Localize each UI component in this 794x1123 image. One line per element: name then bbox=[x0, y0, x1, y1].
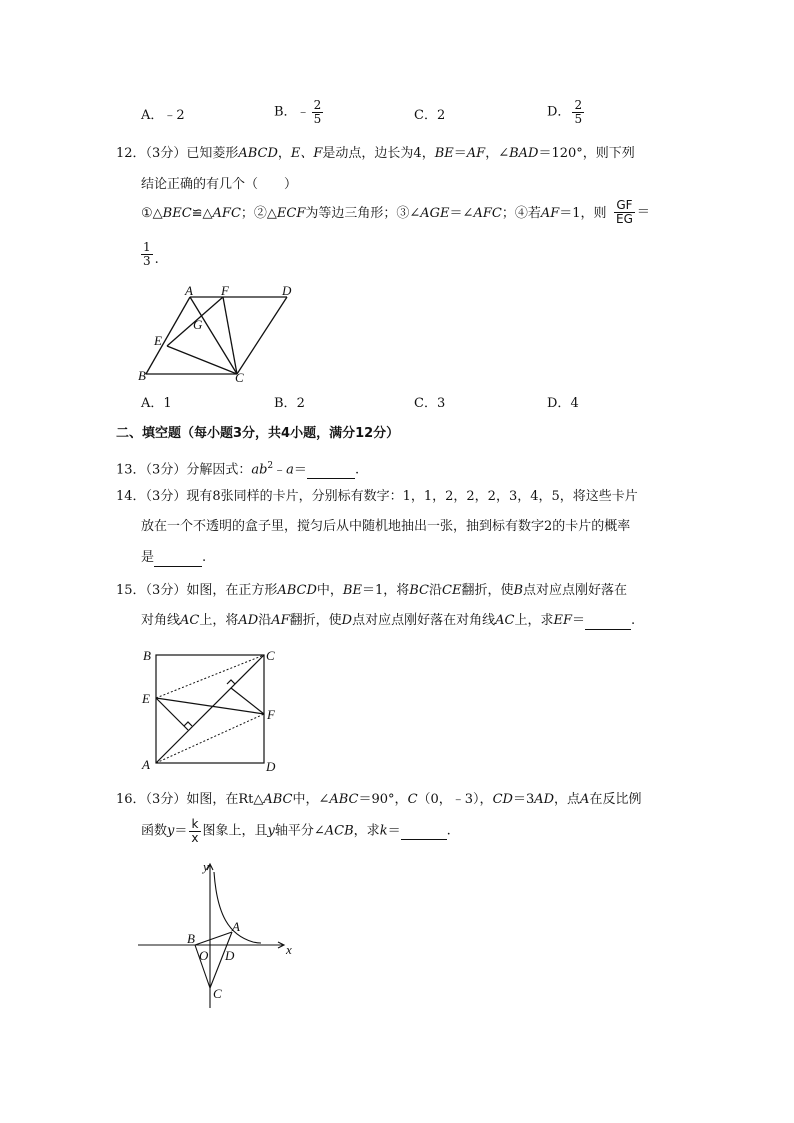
q12-option-c: C．3 bbox=[414, 396, 446, 411]
segment-ec bbox=[167, 346, 237, 374]
point-f-label: F bbox=[267, 707, 275, 722]
q11-option-b: B．﹣ $\frac{2}{5}$ bbox=[274, 98, 322, 126]
q13: 13．（3分）分解因式：$ab^2﹣a=$ . bbox=[116, 461, 360, 478]
point-b-label: B bbox=[143, 648, 151, 663]
q11-option-d: D． $\frac{2}{5}$ bbox=[547, 98, 583, 126]
segment-ba bbox=[195, 932, 232, 945]
answer-blank[interactable] bbox=[585, 613, 631, 630]
q12-option-a: A．1 bbox=[141, 396, 172, 411]
segment-e-foot bbox=[156, 698, 188, 730]
side-dc bbox=[237, 297, 287, 374]
q14-line3: 是 . bbox=[141, 550, 207, 565]
point-c-label: C bbox=[213, 986, 222, 1001]
answer-blank[interactable] bbox=[307, 462, 355, 479]
y-axis-label: y bbox=[203, 860, 209, 874]
q14-line1: 14．（3分）现有8张同样的卡片，分别标有数字：1，1，2，2，2，3，4，5，将这些卡片 bbox=[116, 489, 638, 504]
q14-line2: 放在一个不透明的盒子里，搅匀后从中随机地抽出一张，抽到标有数字2的卡片的概率 bbox=[141, 519, 631, 534]
fraction: $\frac{2}{5}$ bbox=[313, 98, 322, 126]
point-d-label: D bbox=[282, 283, 292, 298]
x-axis-label: x bbox=[286, 942, 292, 957]
fraction: $\frac{2}{5}$ bbox=[574, 98, 583, 126]
fraction: $\frac{k}{x}$ bbox=[191, 817, 199, 845]
point-b-label: B bbox=[138, 368, 146, 383]
q16-coordinate-figure bbox=[133, 860, 303, 1010]
point-d-label: D bbox=[225, 948, 235, 963]
dashed-ec bbox=[156, 655, 264, 698]
point-d-label: D bbox=[266, 759, 276, 773]
point-c-label: C bbox=[266, 648, 275, 663]
right-angle-mark bbox=[227, 680, 235, 684]
q12-rhombus-figure bbox=[130, 283, 310, 393]
q11-option-a: A．﹣2 bbox=[141, 108, 185, 123]
q15-line1: 15．（3分）如图，在正方形ABCD中，BE＝1，将BC沿CE翻折，使B点对应点刚好落在 bbox=[116, 583, 628, 598]
side-ba bbox=[146, 297, 190, 374]
point-e-label: E bbox=[154, 333, 162, 348]
q12-fraction-gf-eg: $\frac{GF}{EG}$ ＝ bbox=[616, 198, 650, 226]
q12-line1: 12．（3分）已知菱形ABCD，E、F是动点，边长为4，BE＝AF，∠BAD＝120°，则下列 bbox=[116, 146, 635, 161]
origin-label: O bbox=[199, 948, 209, 963]
q12-line2: 结论正确的有几个（ ） bbox=[141, 177, 298, 192]
q15-line2: 对角线AC上，将AD沿AF翻折，使D点对应点刚好落在对角线AC上，求EF＝ . bbox=[141, 613, 636, 628]
point-a-label: A bbox=[185, 283, 193, 298]
q11-option-c: C．2 bbox=[414, 108, 446, 123]
point-a-label: A bbox=[142, 757, 150, 772]
q15-square-figure bbox=[138, 648, 298, 773]
q12-fraction-one-third: $\frac{1}{3}$ . bbox=[143, 240, 159, 268]
point-f-label: F bbox=[221, 283, 229, 298]
q16-line2: 函数y＝ $\frac{k}{x}$ 图象上，且y轴平分∠ACB，求k＝ . bbox=[141, 817, 451, 845]
point-e-label: E bbox=[142, 691, 150, 706]
segment-ef bbox=[156, 698, 264, 714]
answer-blank[interactable] bbox=[401, 823, 447, 840]
section-heading-fill-in: 二、填空题（每小题3分，共4小题，满分12分） bbox=[116, 426, 400, 441]
point-a-label: A bbox=[232, 919, 240, 934]
point-g-label: G bbox=[193, 317, 203, 332]
point-b-label: B bbox=[187, 931, 195, 946]
diagonal-ac bbox=[156, 655, 264, 763]
right-angle-mark bbox=[184, 722, 192, 726]
q16-line1: 16．（3分）如图，在Rt△ABC中，∠ABC＝90°，C（0，﹣3），CD＝3AD，点A在反比例 bbox=[116, 792, 642, 807]
answer-blank[interactable] bbox=[154, 550, 202, 567]
q12-option-d: D．4 bbox=[547, 396, 579, 411]
q12-conclusions: ①△BEC≌△AFC；②△ECF为等边三角形；③∠AGE＝∠AFC；④若AF＝1，则 bbox=[141, 206, 607, 221]
dashed-af bbox=[156, 714, 264, 763]
q12-option-b: B．2 bbox=[274, 396, 305, 411]
point-c-label: C bbox=[235, 370, 244, 385]
